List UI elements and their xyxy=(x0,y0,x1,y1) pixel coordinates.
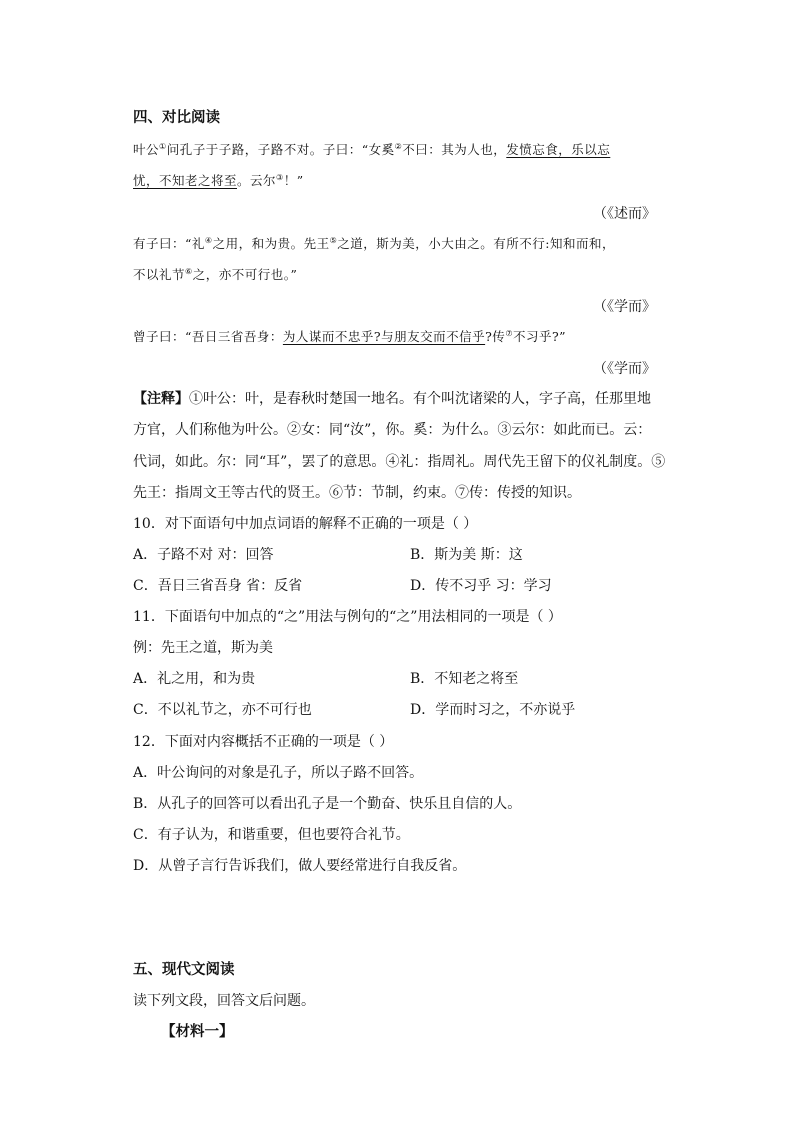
question-12-option-c[interactable]: C．有子认为，和谐重要，但也要符合礼节。 xyxy=(133,827,410,843)
passage-text: 曾子曰：“吾日三省吾身： xyxy=(133,329,283,344)
passage-text: 之用，和为贵。先王 xyxy=(212,236,330,251)
passage-text: 。云尔 xyxy=(237,173,277,188)
passage-2-line-1 xyxy=(133,234,615,254)
underlined-text: 为人谋而不忠乎?与朋友交而不信乎 xyxy=(282,329,486,344)
passage-1-line-1 xyxy=(133,140,610,160)
passage-2-line-2 xyxy=(133,265,297,285)
notes-label: 【注释】 xyxy=(133,391,189,407)
question-12-option-a[interactable]: A．叶公询问的对象是孔子，所以子路不回答。 xyxy=(133,765,424,781)
notes-line-4: 先王：指周文王等古代的贤王。⑥节：节制，约束。⑦传：传授的知识。 xyxy=(133,485,581,501)
source-citation-2: （《学而》 xyxy=(593,299,656,315)
question-12-stem: 12．下面对内容概括不正确的一项是（ ） xyxy=(133,734,394,750)
passage-text: 之道，斯为美，小大由之。有所不行:知和而和， xyxy=(337,236,615,251)
question-11-option-a[interactable]: A．礼之用，和为贵 xyxy=(133,671,256,687)
notes-line-2: 方官，人们称他为叶公。②女：同“汝”，你。奚：为什么。③云尔：如此而已。云： xyxy=(133,422,652,438)
material-1-label: 【材料一】 xyxy=(161,1023,234,1040)
question-10-option-d[interactable]: D．传不习乎 习：学习 xyxy=(410,578,552,594)
question-11-option-d[interactable]: D．学而时习之，不亦说乎 xyxy=(410,702,576,718)
footnote-marker: ③ xyxy=(276,172,284,182)
footnote-marker: ⑥ xyxy=(185,266,193,276)
passage-text: 不习乎?” xyxy=(512,329,567,344)
notes-line-3: 代词，如此。尔：同“耳”，罢了的意思。④礼：指周礼。周代先王留下的仪礼制度。⑤ xyxy=(133,454,666,470)
footnote-marker: ① xyxy=(159,141,167,151)
section-5-instruction: 读下列文段，回答文后问题。 xyxy=(133,993,315,1009)
footnote-marker: ④ xyxy=(204,235,213,245)
passage-3-line-1 xyxy=(133,327,566,347)
question-10-option-b[interactable]: B．斯为美 斯：这 xyxy=(410,547,523,563)
passage-1-line-2 xyxy=(133,171,304,191)
notes-text: ①叶公：叶，是春秋时楚国一地名。有个叫沈诸梁的人，字子高，任那里地 xyxy=(189,391,651,407)
section-4-title: 四、对比阅读 xyxy=(133,109,220,126)
source-citation-3: （《学而》 xyxy=(593,361,656,377)
question-10-option-c[interactable]: C．吾日三省吾身 省：反省 xyxy=(133,578,303,594)
section-5-title: 五、现代文阅读 xyxy=(133,961,235,978)
passage-text: ?传 xyxy=(485,329,506,344)
question-11-example: 例：先王之道，斯为美 xyxy=(133,640,273,656)
passage-text: 不以礼节 xyxy=(133,267,186,282)
question-10-stem: 10．对下面语句中加点词语的解释不正确的一项是（ ） xyxy=(133,516,478,532)
question-11-option-b[interactable]: B．不知老之将至 xyxy=(410,671,519,687)
footnote-marker: ⑦ xyxy=(505,328,513,338)
question-11-stem: 11．下面语句中加点的“之”用法与例句的“之”用法相同的一项是（ ） xyxy=(133,609,562,625)
question-12-option-d[interactable]: D．从曾子言行告诉我们，做人要经常进行自我反省。 xyxy=(133,858,467,874)
underlined-text: 发愤忘食，乐以忘 xyxy=(506,142,611,157)
passage-text: 不曰：其为人也， xyxy=(402,142,507,157)
passage-text: 之，亦不可行也。” xyxy=(192,267,298,282)
question-12-option-b[interactable]: B．从孔子的回答可以看出孔子是一个勤奋、快乐且自信的人。 xyxy=(133,796,522,812)
passage-text: 问孔子于子路，子路不对。子曰：“女奚 xyxy=(166,142,395,157)
passage-text: 叶公 xyxy=(133,142,160,157)
source-citation-1: （《述而》 xyxy=(593,206,656,222)
footnote-marker: ② xyxy=(394,141,403,151)
footnote-marker: ⑤ xyxy=(329,235,338,245)
notes-line-1 xyxy=(133,389,651,409)
question-11-option-c[interactable]: C．不以礼节之，亦不可行也 xyxy=(133,702,312,718)
question-10-option-a[interactable]: A．子路不对 对：回答 xyxy=(133,547,274,563)
passage-text: 有子曰：“礼 xyxy=(133,236,205,251)
underlined-text: 忧，不知老之将至 xyxy=(133,173,238,188)
passage-text: ！” xyxy=(283,173,304,188)
